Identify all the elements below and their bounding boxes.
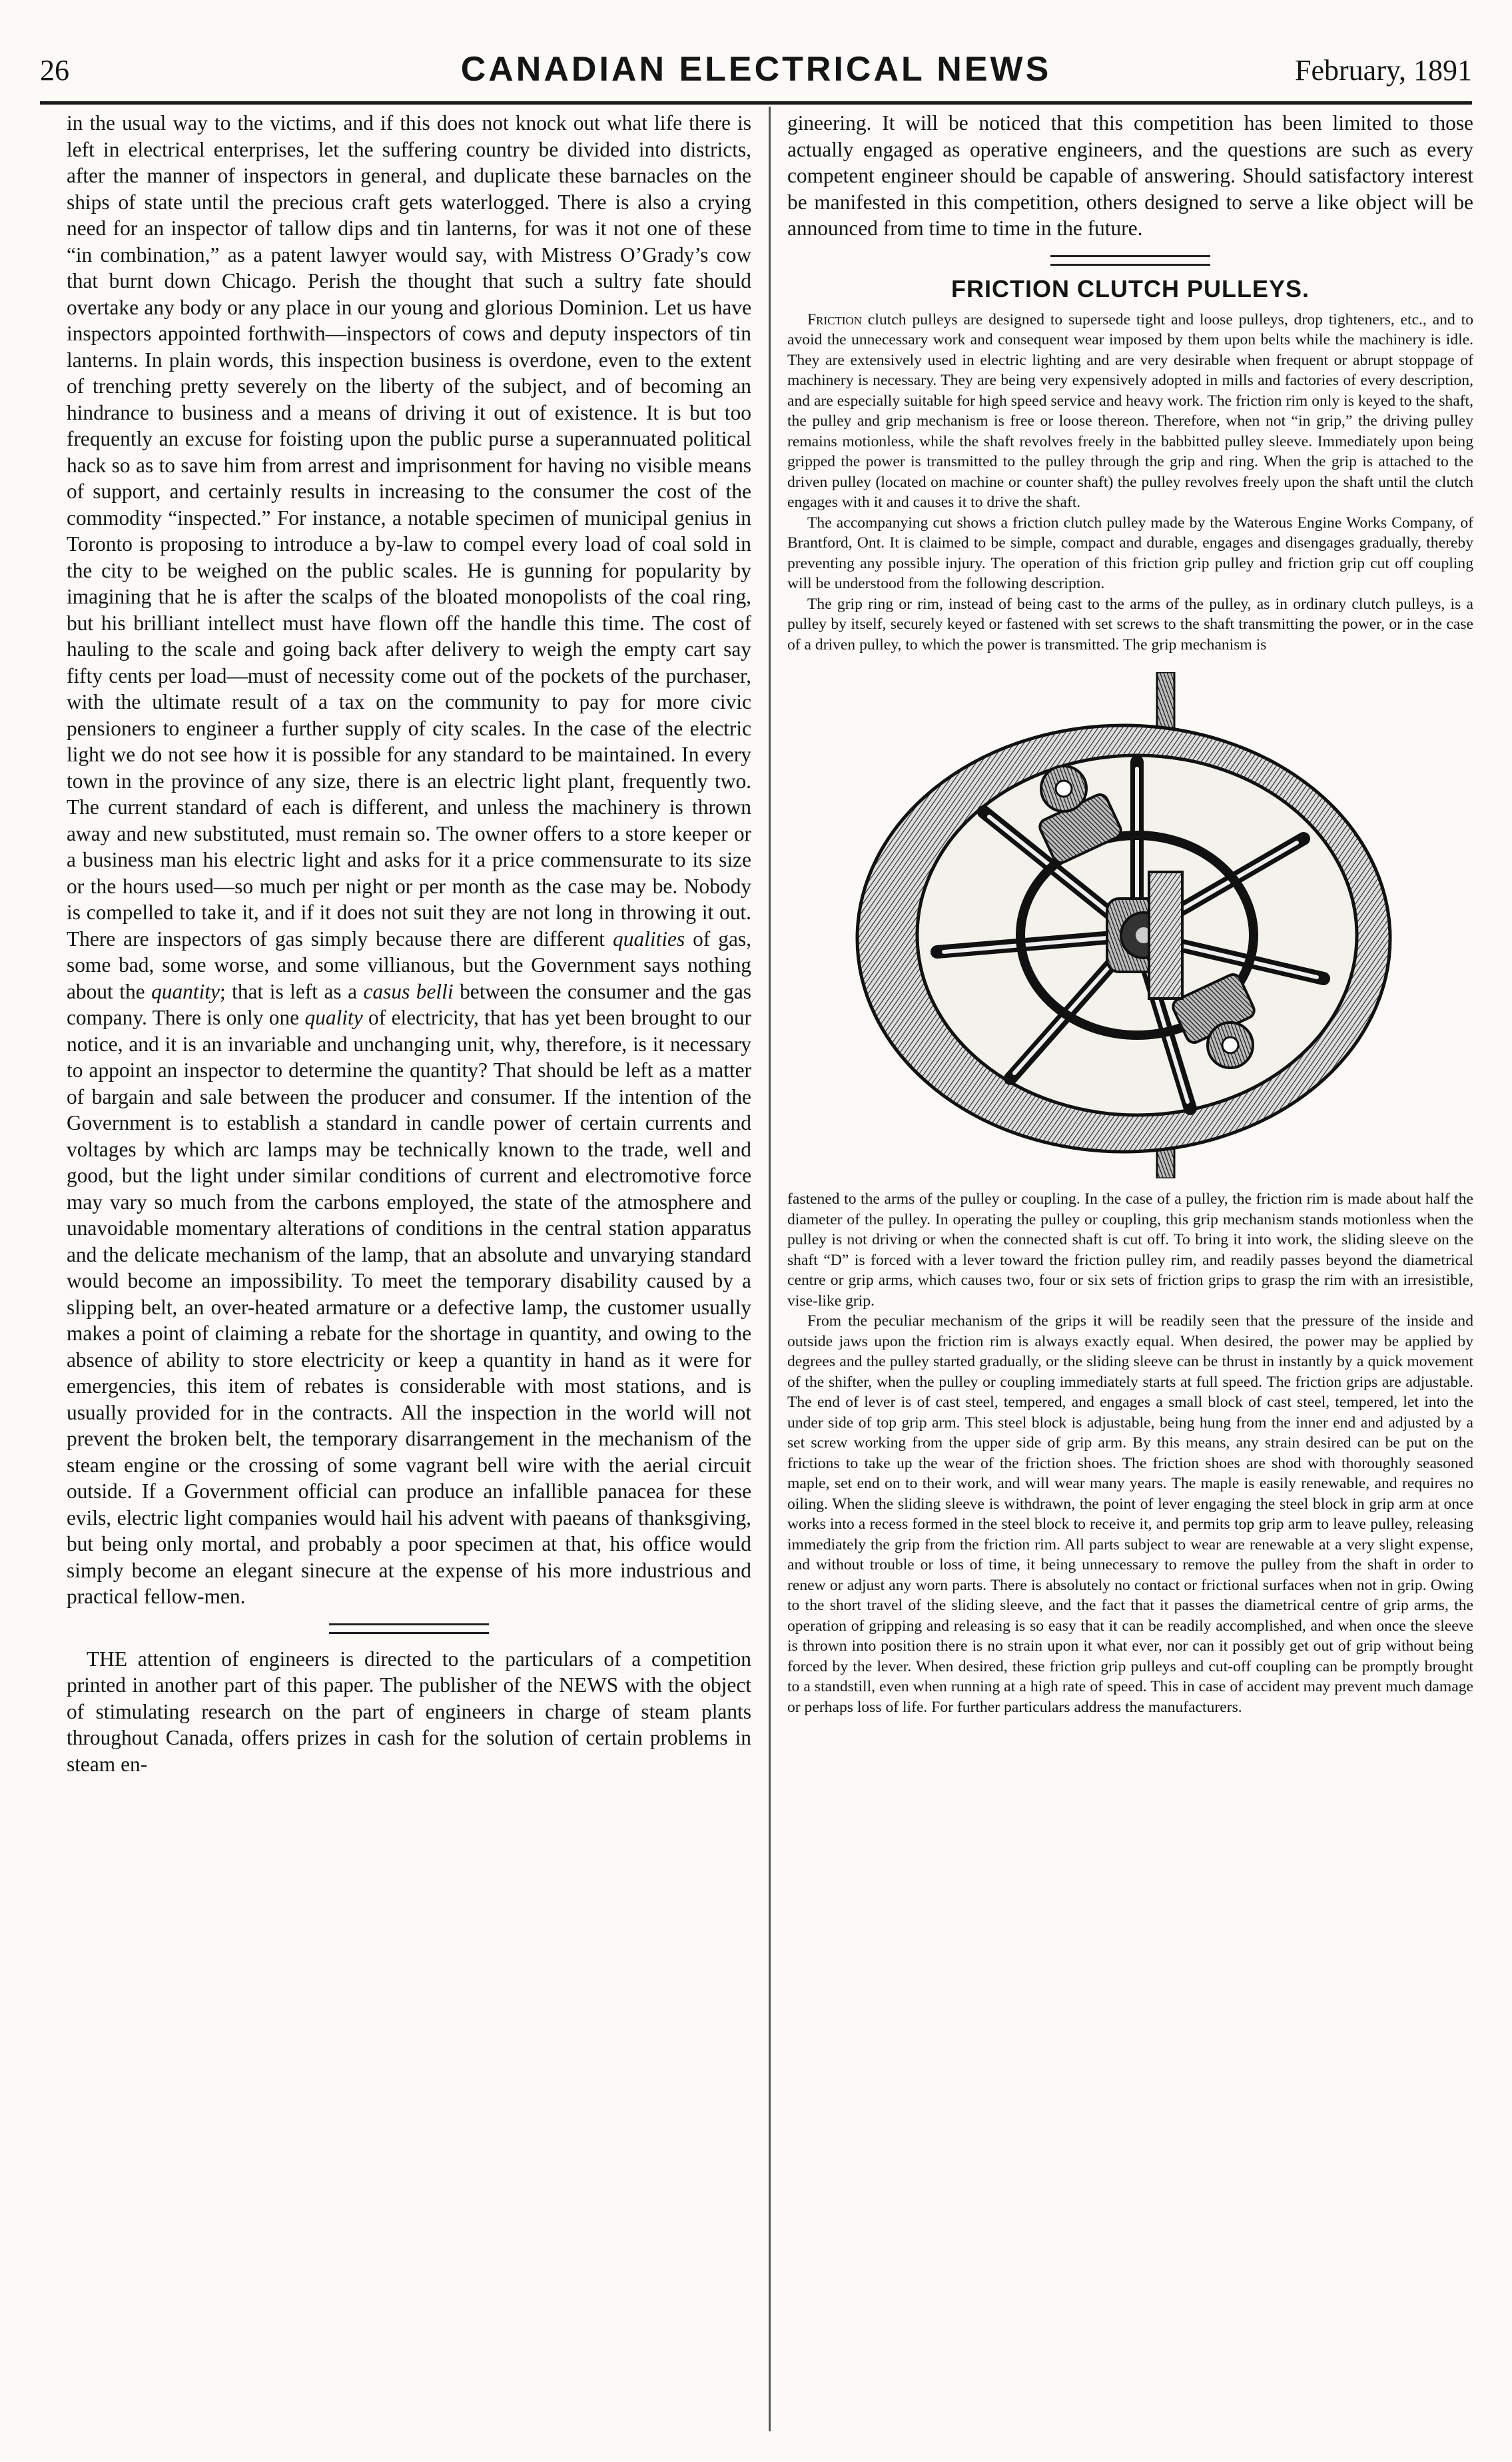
- left-column: [67, 110, 751, 1777]
- article-paragraph-4: fastened to the arms of the pulley or coupling. In the case of a pulley, the friction rim is made about half the diameter of the pulley. In operating the pulley or coupling, this grip mechanism stands motionless when the pulley is not driving or when the connected shaft is cut off. To bring it into work, the sliding sleeve on the shaft “D” is forced with a lever toward the friction pulley rim, and readily passes beyond the diametrical centre or grip arms, which causes two, four or six sets of friction grips to grasp the rim with an irresistible, vise-like grip.: [787, 1190, 1473, 1310]
- page-header: [40, 40, 1472, 100]
- article-paragraph-1: [787, 310, 1473, 513]
- pulley-engraving: [844, 672, 1417, 1178]
- lead-word: Friction: [807, 310, 863, 328]
- italic-quantity: quantity: [151, 979, 220, 1003]
- editorial-text-5: of electricity, that has yet been brought to our notice, and it is an invariable and unchanging unit, why, therefore, is it necessary to appoint an inspector to determine the quantity? That should be left as a matter of bargain and sale between the producer and consumer. If the intention of the Government is to establish a standard in candle power of certain currents and voltages by which arc lamps may be technically known to the trade, well and good, but the light under similar conditions of current and electromotive force may vary so much from the carbons employed, the state of the atmosphere and unavoidable momentary alterations of conditions in the central station apparatus and the delicate mechanism of the lamp, that an absolute and unvarying standard would become an impossibility. To meet the temporary disability caused by a slipping belt, an over-heated armature or a defective lamp, the customer usually makes a point of claiming a rebate for the shortage in quantity, and owing to the absence of ability to store electricity or keep a quantity in hand as it were for emergencies, this item of rebates is considerable with most stations, and is usually provided for in the contracts. All the inspection in the world will not prevent the broken belt, the temporary disarrangement in the mechanism of the steam engine or the crossing of some vagrant bell wire with the aerial circuit outside. If a Government official can produce an infallible panacea for these evils, electric light companies would hail his advent with paeans of thanksgiving, but being only mortal, and probably a poor specimen at that, his office would simply become an elegant sinecure at the expense of his more industrious and practical fellow-men.: [67, 1006, 751, 1608]
- column-divider: [769, 107, 771, 2431]
- right-column: [787, 110, 1473, 1717]
- editorial-body: [67, 110, 751, 1610]
- italic-casus-belli: casus belli: [363, 979, 454, 1003]
- article-title: FRICTION CLUTCH PULLEYS.: [951, 274, 1310, 302]
- section-divider: [329, 1623, 489, 1634]
- competition-notice: THE attention of engineers is directed to the particulars of a competition printed in another part of this paper. The publisher of the NEWS with the object of stimulating research on the part of engineers in charge of steam plants throughout Canada, offers prizes in cash for the solution of certain problems in steam en-: [67, 1647, 751, 1776]
- editorial-text-2: of gas, some bad, some worse, and some villianous, but the Government says nothing about the: [67, 927, 751, 1003]
- masthead-title: CANADIAN ELECTRICAL NEWS: [460, 50, 1052, 89]
- editorial-text-3: ; that is left as a: [219, 979, 364, 1003]
- article-paragraph-2: The accompanying cut shows a friction clutch pulley made by the Waterous Engine Works Company, of Brantford, Ont. It is claimed to be simple, compact and durable, engages and disengages gradually, thereby preventing any possible injury. The operation of this friction grip pulley and friction grip cut off coupling will be understood from the following description.: [787, 514, 1473, 592]
- editorial-text: in the usual way to the victims, and if this does not knock out what life there is left in electrical enterprises, let the suffering country be divided into districts, after the manner of inspectors in general, and duplicate these barnacles on the ships of state until the precious craft gets waterlogged. There is also a crying need for an inspector of tallow dips and tin lanterns, for was it not one of these “in combination,” as a patent lawyer would say, with Mistress O’Grady’s cow that burnt down Chicago. Perish the thought that such a sultry fate should overtake any body or any place in our young and glorious Dominion. Let us have inspectors appointed forthwith—inspectors of cows and deputy inspectors of tin lanterns. In plain words, this inspection business is overdone, even to the extent of trenching pretty severely on the liberty of the subject, and of becoming an hindrance to business and a means of driving it out of existence. It is but too frequently an excuse for foisting upon the public purse a superannuated political hack so as to save him from arrest and imprisonment for having no visible means of support, and certainly results in increasing to the consumer the cost of the commodity “inspected.” For instance, a notable specimen of municipal genius in Toronto is proposing to introduce a by-law to compel every load of coal sold in the city to be weighed on the public scales. He is gunning for popularity by imagining that he is after the scalps of the bloated monopolists of the coal ring, but his brilliant intellect must have flown off the handle this time. The cost of hauling to the scale and going back after delivery to weigh the empty cart say fifty cents per load—must of necessity come out of the pockets of the purchaser, with the ultimate result of a tax on the community to pay for more civic pensioners to engineer a further supply of city scales. In the case of the electric light we do not see how it is possible for any standard to be maintained. In every town in the province of any size, there is an electric light plant, frequently two. The current standard of each is different, and unless the machinery is thrown away and new substituted, must remain so. The owner offers to a store keeper or a business man his electric light and asks for it a price commensurate to its size or the hours used—so much per night or per month as the case may be. Nobody is compelled to take it, and if it does not suit they are not long in throwing it out. There are inspectors of gas simply because there are different: [67, 111, 751, 951]
- page-number: 26: [40, 54, 69, 87]
- italic-qualities: qualities: [613, 927, 685, 951]
- header-rule: [40, 101, 1472, 105]
- friction-clutch-pulley-illustration: [844, 672, 1417, 1178]
- competition-continued: gineering. It will be noticed that this competition has been limited to those actually engaged as operative engineers, and the questions are such as every competent engineer should be capable of answering. Should satisfactory interest be manifested in this competition, others designed to serve a like object will be announced from time to time in the future.: [787, 111, 1473, 240]
- editorial-text-4: between the consumer and the gas company. There is only one: [67, 979, 751, 1029]
- section-divider-right: [1050, 255, 1210, 266]
- para-1-text: clutch pulleys are designed to supersede tight and loose pulleys, drop tighteners, etc., and to avoid the unnecessary work and consequent wear imposed by them upon belts while the machinery is idle. They are extensively used in electric lighting and are very desirable when frequent or abrupt stoppage of machinery is necessary. They are being very expensively adopted in mills and factories of every description, and are especially suitable for high speed service and heavy work. The friction rim only is keyed to the shaft, the pulley and grip mechanism is free or loose thereon. Therefore, when not “in grip,” the driving pulley remains motionless, while the shaft revolves freely in the babbitted pulley sleeve. Immediately upon being gripped the power is transmitted to the pulley through the grip and ring. When the grip is attached to the driven pulley (located on machine or counter shaft) the pulley revolves freely upon the shaft until the clutch engages with it and causes it to drive the shaft.: [787, 310, 1473, 511]
- italic-quality: quality: [304, 1006, 363, 1029]
- issue-date: February, 1891: [1295, 54, 1472, 87]
- article-paragraph-5: From the peculiar mechanism of the grips it will be readily seen that the pressure of the inside and outside jaws upon the friction rim is always exactly equal. When desired, the power may be applied by degrees and the pulley started gradually, or the sliding sleeve can be thrust in instantly by a quick movement of the shifter, when the pulley or coupling immediately starts at full speed. The friction grips are adjustable. The end of lever is of cast steel, tempered, and engages a small block of cast steel, tempered, let into the under side of top grip arm. This steel block is adjustable, being hung from the inner end and adjusted by a set screw working from the upper side of grip arm. By this means, any strain desired can be put on the frictions to take up the wear of the friction shoes. The friction shoes are shod with thoroughly seasoned maple, set end on to their work, and will wear many years. The maple is easily renewable, and requires no oiling. When the sliding sleeve is withdrawn, the point of lever engaging the steel block in grip arm at once works into a recess formed in the steel block to receive it, and permits top grip arm to leave pulley, releasing immediately the grip from the friction rim. All parts subject to wear are renewable at a very slight expense, and without trouble or loss of time, it being unnecessary to remove the pulley from the shaft in order to renew or adjust any worn parts. There is absolutely no contact or frictional surfaces when not in grip. Owing to the short travel of the sliding sleeve, and the fact that it passes the diametrical centre of grip arms, the operation of gripping and releasing is so easy that it can be readily accomplished, and when once the sleeve is thrown into position there is no strain upon it what ever, nor can it possibly get out of grip without being forced by the lever. When desired, these friction grip pulleys and cut-off coupling can be promptly brought to a standstill, even when running at a high rate of speed. This in case of accident may prevent much damage or perhaps loss of life. For further particulars address the manufacturers.: [787, 1312, 1473, 1716]
- article-paragraph-3: The grip ring or rim, instead of being cast to the arms of the pulley, as in ordinary clutch pulleys, is a pulley by itself, securely keyed or fastened with set screws to the shaft transmitting the power, or in the case of a driven pulley, to which the power is transmitted. The grip mechanism is: [787, 595, 1473, 653]
